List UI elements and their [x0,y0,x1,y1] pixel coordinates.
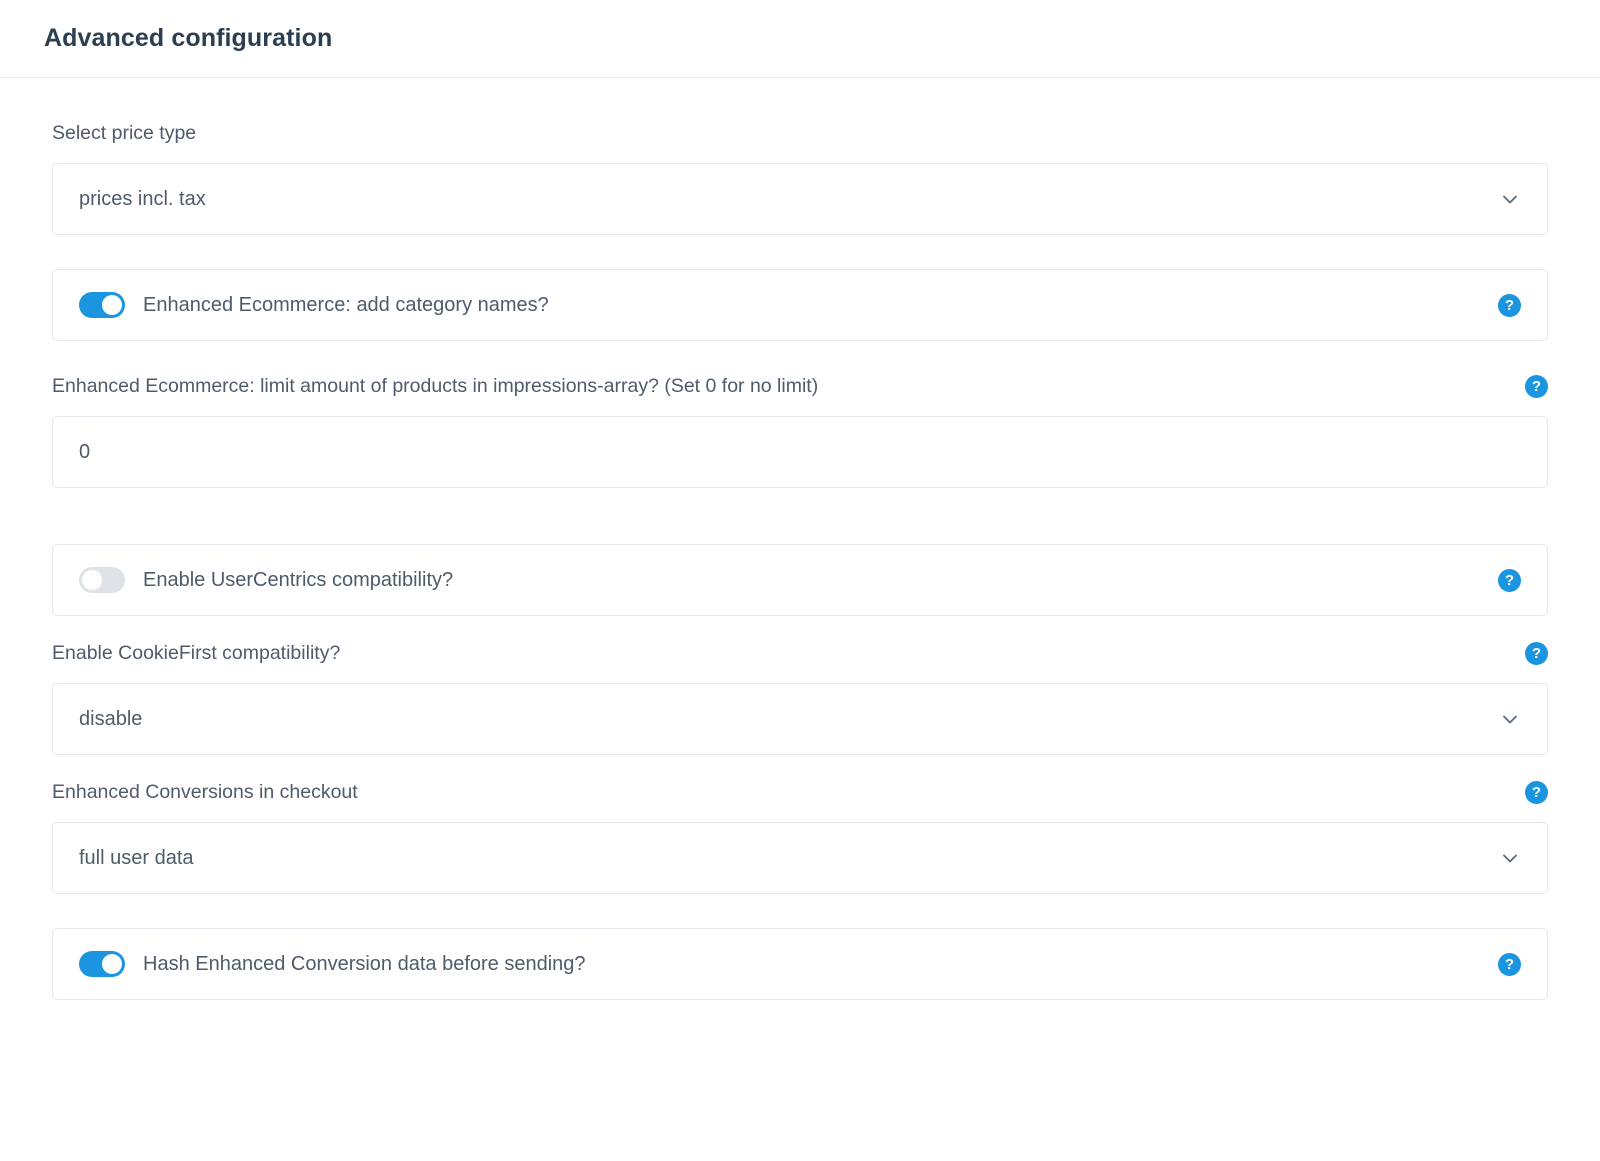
price-type-label: Select price type [52,122,197,144]
cookiefirst-value: disable [79,707,143,730]
question-mark-icon[interactable]: ? [1498,953,1521,976]
ee-category-names-toggle[interactable] [79,292,125,318]
enhanced-conversions-label: Enhanced Conversions in checkout [52,781,358,803]
question-mark-icon[interactable]: ? [1498,294,1521,317]
chevron-down-icon [1499,188,1521,210]
page-title: Advanced configuration [44,24,333,52]
panel-header [0,0,1600,78]
usercentrics-label: Enable UserCentrics compatibility? [143,568,454,591]
ee-impressions-limit-label-row [52,375,1548,398]
enhanced-conversions-select[interactable] [52,822,1548,894]
enhanced-conversions-value: full user data [79,846,194,869]
cookiefirst-label: Enable CookieFirst compatibility? [52,642,341,664]
question-mark-icon[interactable]: ? [1525,781,1548,804]
question-mark-icon[interactable]: ? [1498,569,1521,592]
hash-enhanced-conversion-row[interactable] [52,928,1548,1000]
toggle-knob [82,570,102,590]
usercentrics-row[interactable] [52,544,1548,616]
toggle-knob [102,295,122,315]
price-type-value: prices incl. tax [79,187,206,210]
hash-enhanced-conversion-label: Hash Enhanced Conversion data before sending? [143,952,586,975]
usercentrics-toggle[interactable] [79,567,125,593]
ee-category-names-row[interactable] [52,269,1548,341]
price-type-select[interactable] [52,163,1548,235]
ee-impressions-limit-input[interactable] [52,416,1548,488]
question-mark-icon[interactable]: ? [1525,642,1548,665]
hash-enhanced-conversion-toggle[interactable] [79,951,125,977]
toggle-knob [102,954,122,974]
chevron-down-icon [1499,708,1521,730]
ee-category-names-label: Enhanced Ecommerce: add category names? [143,293,549,316]
panel-body [0,78,1600,1000]
enhanced-conversions-label-row [52,781,1548,804]
cookiefirst-label-row [52,642,1548,665]
question-mark-icon[interactable]: ? [1525,375,1548,398]
ee-impressions-limit-label: Enhanced Ecommerce: limit amount of products in impressions-array? (Set 0 for no limit) [52,375,819,397]
chevron-down-icon [1499,847,1521,869]
cookiefirst-select[interactable] [52,683,1548,755]
